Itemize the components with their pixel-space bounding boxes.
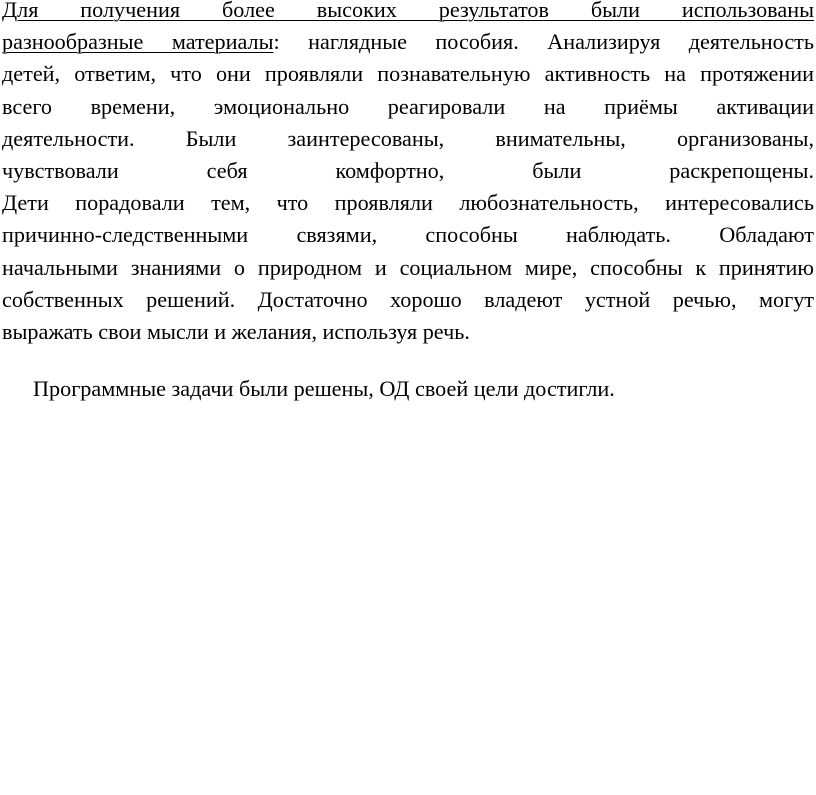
text-line-9: начальными знаниями о природном и социальном мире, способны к принятию bbox=[2, 254, 814, 280]
paragraph-conclusion: Программные задачи были решены, ОД своей цели достигли. bbox=[33, 376, 615, 401]
text-line-1: Для получения более высоких результатов были использованы bbox=[2, 0, 814, 22]
text-line-2 bbox=[2, 26, 814, 58]
text-line-7: Дети порадовали тем, что проявляли любознательность, интересовались bbox=[2, 190, 814, 216]
text-line-4: всего времени, эмоционально реагировали на приёмы активации bbox=[2, 93, 814, 119]
text-line-11: выражать свои мысли и желания, используя речь. bbox=[2, 319, 470, 345]
text-line-2-rest: : наглядные пособия. Анализируя деятельность bbox=[273, 29, 814, 55]
paragraph-results-analysis bbox=[2, 0, 814, 348]
text-line-5: деятельности. Были заинтересованы, внимательны, организованы, bbox=[2, 125, 814, 151]
text-line-10: собственных решений. Достаточно хорошо владеют устной речью, могут bbox=[2, 286, 814, 312]
text-line-3: детей, ответим, что они проявляли познавательную активность на протяжении bbox=[2, 61, 814, 87]
underlined-phrase: разнообразные материалы bbox=[2, 29, 274, 55]
text-line-6: чувствовали себя комфортно, были раскрепощены. bbox=[2, 158, 814, 184]
text-line-8: причинно-следственными связями, способны наблюдать. Обладают bbox=[2, 222, 814, 248]
